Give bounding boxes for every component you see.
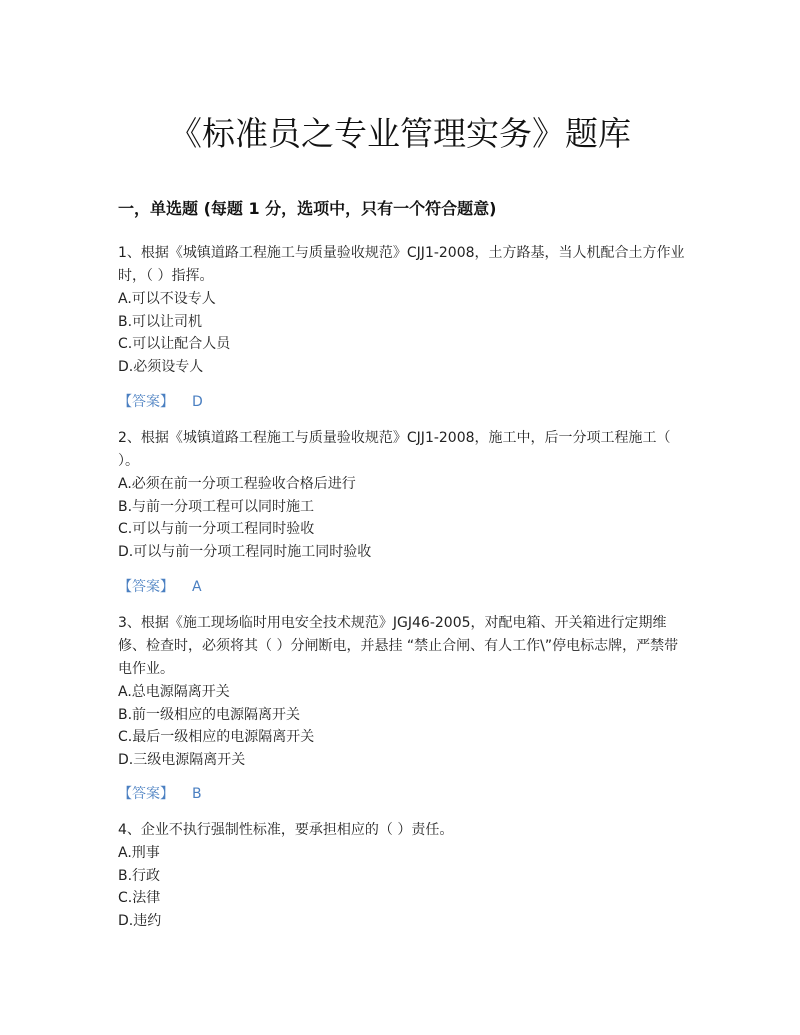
question-text: 2、根据《城镇道路工程施工与质量验收规范》CJJ1-2008，施工中，后一分项工程施工（ ）。 <box>118 430 671 469</box>
question-text: 3、根据《施工现场临时用电安全技术规范》JGJ46-2005，对配电箱、开关箱进行定期维修、检查时，必须将其（ ）分闸断电，并悬挂 “禁止合闸、有人工作\”停电标志牌，严禁带电作业。 <box>118 615 679 677</box>
option-d: D.违约 <box>118 912 162 929</box>
section-heading: 一，单选题 (每题 1 分，选项中，只有一个符合题意) <box>118 199 497 218</box>
option-b: B.前一级相应的电源隔离开关 <box>118 706 301 723</box>
question-4 <box>118 819 688 932</box>
question-text: 4、企业不执行强制性标准，要承担相应的（ ）责任。 <box>118 822 454 838</box>
option-a: A.可以不设专人 <box>118 291 216 307</box>
option-a: A.必须在前一分项工程验收合格后进行 <box>118 476 356 492</box>
question-3 <box>118 612 688 771</box>
option-d: D.三级电源隔离开关 <box>118 751 246 768</box>
option-b: B.与前一分项工程可以同时施工 <box>118 498 315 515</box>
answer-3 <box>118 783 688 805</box>
option-d: D.可以与前一分项工程同时施工同时验收 <box>118 543 372 560</box>
answer-value: D <box>192 394 203 410</box>
answer-label: 【答案】 <box>118 786 174 802</box>
option-c: C.最后一级相应的电源隔离开关 <box>118 729 315 745</box>
question-text: 1、根据《城镇道路工程施工与质量验收规范》CJJ1-2008，土方路基，当人机配合土方作业时，（ ）指挥。 <box>118 245 685 284</box>
document-title: 《标准员之专业管理实务》题库 <box>169 114 631 153</box>
question-1 <box>118 242 688 378</box>
answer-label: 【答案】 <box>118 579 174 595</box>
answer-value: A <box>192 579 202 595</box>
answer-2 <box>118 576 688 598</box>
option-c: C.法律 <box>118 890 161 906</box>
option-a: A.刑事 <box>118 845 160 861</box>
option-b: B.行政 <box>118 867 161 884</box>
answer-label: 【答案】 <box>118 394 174 410</box>
option-d: D.必须设专人 <box>118 358 204 375</box>
option-a: A.总电源隔离开关 <box>118 684 230 700</box>
answer-value: B <box>192 786 202 802</box>
question-2 <box>118 427 688 563</box>
option-c: C.可以让配合人员 <box>118 336 231 352</box>
answer-1 <box>118 391 688 413</box>
option-b: B.可以让司机 <box>118 313 203 330</box>
option-c: C.可以与前一分项工程同时验收 <box>118 521 315 537</box>
